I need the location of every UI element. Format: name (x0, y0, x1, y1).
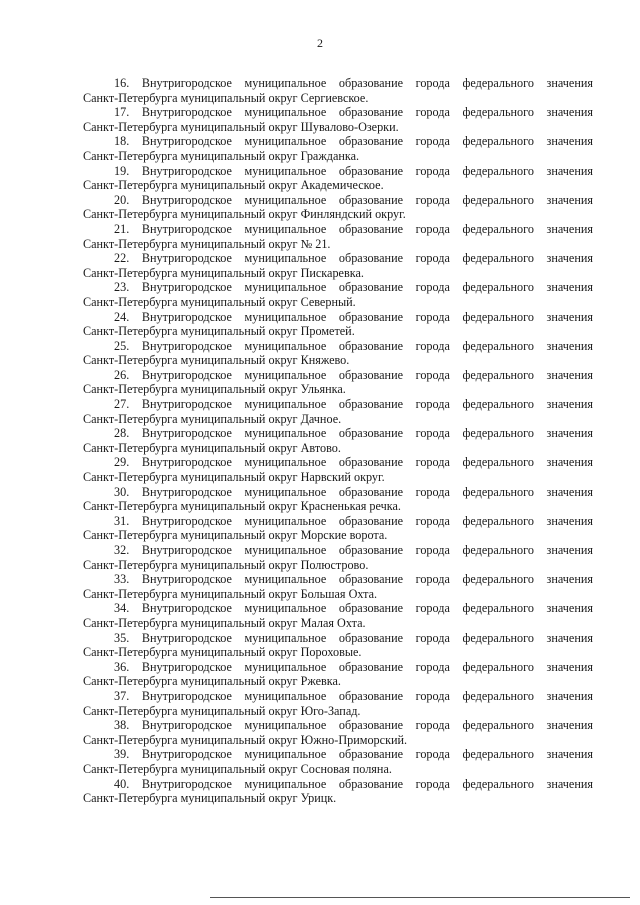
item-number: 16. (114, 76, 130, 90)
item-number: 29. (114, 455, 130, 470)
item-number: 21. (114, 221, 130, 236)
item-text-line2: Санкт-Петербурга муниципальный округ Сосновая поляна. (83, 761, 392, 776)
list-item (83, 455, 593, 484)
list-item (83, 105, 593, 134)
item-number: 32. (114, 543, 130, 557)
list-item (83, 572, 593, 601)
item-text-line2: Санкт-Петербурга муниципальный округ Прометей. (83, 324, 355, 339)
item-number: 24. (114, 309, 130, 324)
item-text-line2: Санкт-Петербурга муниципальный округ Урицк. (83, 791, 337, 806)
item-number: 17. (114, 105, 130, 120)
list-item (83, 397, 593, 426)
list-item (83, 193, 593, 222)
item-text-line1: Внутригородское муниципальное образование города федерального значения (141, 747, 593, 762)
footer-rule (210, 897, 630, 898)
item-first-line (83, 397, 593, 412)
item-text-line1: Внутригородское муниципальное образование города федерального значения (141, 397, 593, 412)
item-first-line (83, 485, 593, 500)
list-item (83, 76, 593, 105)
item-text-line2: Санкт-Петербурга муниципальный округ Автово. (83, 440, 341, 455)
item-first-line (83, 660, 593, 675)
item-text-line2: Санкт-Петербурга муниципальный округ Красненькая речка. (83, 499, 401, 514)
item-text-line1: Внутригородское муниципальное образование города федерального значения (141, 134, 593, 149)
item-first-line (83, 164, 593, 179)
item-text-line1: Внутригородское муниципальное образование города федерального значения (141, 251, 593, 266)
item-text-line2: Санкт-Петербурга муниципальный округ Дачное. (83, 411, 342, 426)
item-number: 38. (114, 718, 130, 733)
item-text-line1: Внутригородское муниципальное образование города федерального значения (141, 484, 593, 499)
item-first-line (83, 368, 593, 383)
item-first-line (83, 601, 593, 616)
item-text-line1: Внутригородское муниципальное образование города федерального значения (141, 338, 593, 353)
list-item (83, 426, 593, 455)
item-text-line1: Внутригородское муниципальное образование города федерального значения (141, 221, 593, 236)
item-text-line1: Внутригородское муниципальное образование города федерального значения (141, 426, 593, 441)
item-text-line1: Внутригородское муниципальное образование города федерального значения (141, 163, 593, 178)
item-number: 36. (114, 659, 130, 674)
item-text-line2: Санкт-Петербурга муниципальный округ Полюстрово. (83, 557, 369, 572)
page-number: 2 (317, 36, 323, 50)
list-item (83, 222, 593, 251)
item-text-line1: Внутригородское муниципальное образование города федерального значения (141, 630, 593, 645)
item-first-line (83, 514, 593, 529)
item-text-line1: Внутригородское муниципальное образование города федерального значения (141, 659, 593, 674)
item-text-line2: Санкт-Петербурга муниципальный округ Морские ворота. (83, 528, 388, 543)
item-first-line (83, 455, 593, 470)
list-item (83, 339, 593, 368)
item-text-line1: Внутригородское муниципальное образование города федерального значения (141, 192, 593, 207)
item-text-line1: Внутригородское муниципальное образование города федерального значения (141, 455, 593, 470)
item-text-line2: Санкт-Петербурга муниципальный округ Нарвский округ. (83, 470, 385, 485)
item-text-line1: Внутригородское муниципальное образование города федерального значения (141, 76, 593, 90)
item-number: 26. (114, 367, 130, 382)
item-text-line2: Санкт-Петербурга муниципальный округ Княжево. (83, 353, 350, 368)
item-number: 35. (114, 630, 130, 645)
list-item (83, 485, 593, 514)
item-first-line (83, 631, 593, 646)
item-number: 25. (114, 338, 130, 353)
list-item (83, 251, 593, 280)
item-first-line (83, 76, 593, 91)
item-text-line2: Санкт-Петербурга муниципальный округ Юго-Запад. (83, 703, 361, 718)
item-text-line1: Внутригородское муниципальное образование города федерального значения (141, 688, 593, 703)
item-number: 22. (114, 251, 130, 266)
item-text-line2: Санкт-Петербурга муниципальный округ Пискаревка. (83, 265, 364, 280)
item-text-line1: Внутригородское муниципальное образование города федерального значения (141, 718, 593, 733)
item-text-line1: Внутригородское муниципальное образование города федерального значения (141, 105, 593, 120)
item-number: 23. (114, 280, 130, 295)
list-item (83, 543, 593, 572)
item-number: 39. (114, 747, 130, 762)
item-text-line2: Санкт-Петербурга муниципальный округ Северный. (83, 294, 356, 309)
item-first-line (83, 310, 593, 325)
list-item (83, 164, 593, 193)
list-item (83, 280, 593, 309)
item-number: 33. (114, 572, 130, 587)
list-item (83, 514, 593, 543)
item-text-line2: Санкт-Петербурга муниципальный округ Сергиевское. (83, 90, 369, 105)
item-first-line (83, 689, 593, 704)
item-text-line1: Внутригородское муниципальное образование города федерального значения (141, 367, 593, 382)
item-text-line1: Внутригородское муниципальное образование города федерального значения (141, 280, 593, 295)
item-text-line2: Санкт-Петербурга муниципальный округ Ульянка. (83, 382, 346, 397)
item-text-line2: Санкт-Петербурга муниципальный округ № 21. (83, 236, 331, 251)
item-text-line2: Санкт-Петербурга муниципальный округ Большая Охта. (83, 586, 378, 601)
item-text-line2: Санкт-Петербурга муниципальный округ Академическое. (83, 178, 384, 193)
item-text-line1: Внутригородское муниципальное образование города федерального значения (141, 513, 593, 528)
item-number: 20. (114, 192, 130, 207)
item-text-line1: Внутригородское муниципальное образование города федерального значения (141, 776, 593, 791)
item-first-line (83, 426, 593, 441)
item-text-line2: Санкт-Петербурга муниципальный округ Финляндский округ. (83, 207, 406, 222)
list-item (83, 777, 593, 806)
item-text-line1: Внутригородское муниципальное образование города федерального значения (141, 309, 593, 324)
item-first-line (83, 543, 593, 558)
item-first-line (83, 572, 593, 587)
item-first-line (83, 777, 593, 792)
item-first-line (83, 747, 593, 762)
list-item (83, 134, 593, 163)
item-text-line2: Санкт-Петербурга муниципальный округ Шувалово-Озерки. (83, 119, 399, 134)
item-first-line (83, 134, 593, 149)
item-text-line2: Санкт-Петербурга муниципальный округ Малая Охта. (83, 615, 366, 630)
item-number: 18. (114, 134, 130, 149)
item-number: 30. (114, 484, 130, 499)
item-text-line2: Санкт-Петербурга муниципальный округ Южно-Приморский. (83, 732, 408, 747)
list-item (83, 747, 593, 776)
list-item (83, 689, 593, 718)
item-first-line (83, 193, 593, 208)
list-item (83, 631, 593, 660)
item-number: 19. (114, 163, 130, 178)
item-text-line2: Санкт-Петербурга муниципальный округ Ржевка. (83, 674, 341, 689)
item-first-line (83, 251, 593, 266)
list-item (83, 601, 593, 630)
item-text-line2: Санкт-Петербурга муниципальный округ Гражданка. (83, 148, 360, 163)
item-first-line (83, 718, 593, 733)
list-item (83, 718, 593, 747)
item-text-line1: Внутригородское муниципальное образование города федерального значения (141, 601, 593, 616)
list-item (83, 310, 593, 339)
list-item (83, 660, 593, 689)
item-number: 28. (114, 426, 130, 441)
item-first-line (83, 339, 593, 354)
item-number: 37. (114, 688, 130, 703)
item-number: 27. (114, 397, 130, 412)
item-text-line2: Санкт-Петербурга муниципальный округ Пороховые. (83, 645, 362, 660)
item-text-line1: Внутригородское муниципальное образование города федерального значения (141, 572, 593, 587)
item-first-line (83, 280, 593, 295)
item-text-line1: Внутригородское муниципальное образование города федерального значения (141, 543, 593, 557)
item-number: 34. (114, 601, 130, 616)
municipality-list (83, 76, 593, 806)
item-number: 40. (114, 776, 130, 791)
item-first-line (83, 105, 593, 120)
list-item (83, 368, 593, 397)
item-number: 31. (114, 513, 130, 528)
item-first-line (83, 222, 593, 237)
